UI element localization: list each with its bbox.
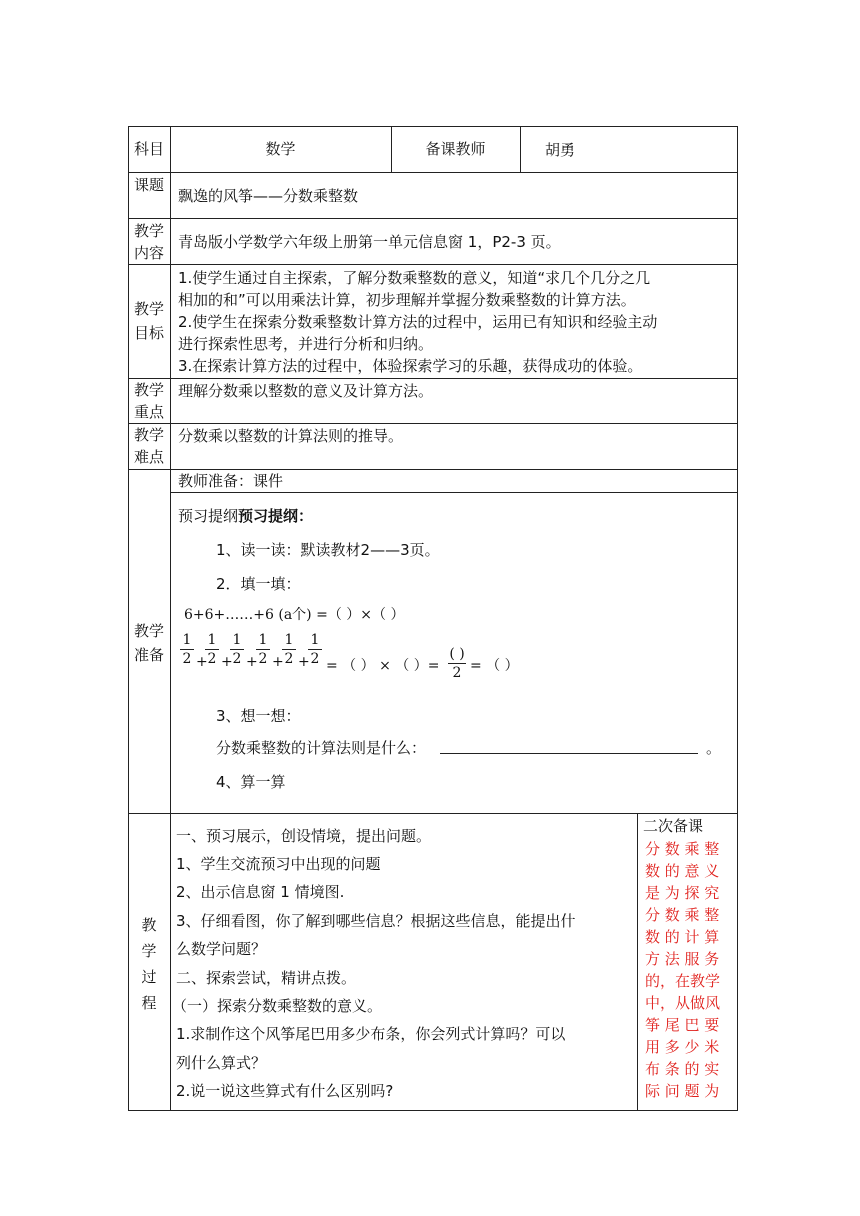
second-prep-title: 二次备课 xyxy=(643,817,704,835)
goal-line: 1.使学生通过自主探索，了解分数乘整数的意义，知道“求几个几分之几 xyxy=(178,269,651,287)
equation-2-middle: = （ ） × （ ）= xyxy=(326,658,440,674)
process-line: 么数学问题？ xyxy=(176,940,267,958)
outline-item-3-end: 。 xyxy=(706,739,722,757)
row-line xyxy=(128,172,738,173)
difficulty-label-1: 教学 xyxy=(133,426,164,444)
goals-label-2: 目标 xyxy=(133,324,164,342)
fraction-half: 1 2 xyxy=(205,632,219,667)
result-fraction: ( ) 2 xyxy=(449,646,465,681)
prep-label-1: 教学 xyxy=(133,622,164,640)
content-label-2: 内容 xyxy=(133,244,164,262)
teacher-label: 备课教师 xyxy=(425,140,486,158)
prep-label-2: 准备 xyxy=(133,646,164,664)
outline-item-3-question: 分数乘整数的计算法则是什么： xyxy=(216,739,427,757)
difficulty-value: 分数乘以整数的计算法则的推导。 xyxy=(178,427,404,445)
topic-value: 飘逸的风筝——分数乘整数 xyxy=(178,187,359,205)
side-column-divider xyxy=(637,813,638,1111)
prep-inner-line xyxy=(170,492,738,493)
equation-2-end: = （ ） xyxy=(470,658,519,674)
process-line: 3、仔细看图，你了解到哪些信息？根据这些信息，能提出什 xyxy=(176,912,576,930)
outline-item-1: 1、读一读：默读教材2——3页。 xyxy=(216,541,440,559)
fraction-half: 1 2 xyxy=(308,632,322,667)
plus-sign: + xyxy=(298,654,310,670)
label-column-divider xyxy=(170,126,171,1111)
subject-label: 科目 xyxy=(133,140,164,158)
header-divider-2 xyxy=(520,126,521,172)
key-value: 理解分数乘以整数的意义及计算方法。 xyxy=(178,382,434,400)
outline-item-3: 3、想一想： xyxy=(216,707,301,725)
plus-sign: + xyxy=(221,654,233,670)
lesson-plan-page: 科目 数学 备课教师 胡勇 课题 飘逸的风筝——分数乘整数 教学 内容 青岛版小学数学六年级上册第一单元信息窗 1，P2-3 页。 教学 目标 1.使学生通过自主探索，了解分数乘整数的意义，知道“求几个几分之几 相加的和”可以用乘法计算，初步理解并掌握分数乘整数的计算方法。 2.使学生在探索分数乘整数计算方法的过程中，运用已有知识和经验主动 进行探索性思考，并进行分析和归纳。 3.在探索计算方法的过程中，体验探索学习的乐趣，获得成功的体验。 教学 重点 理解分数乘以整数的意义及计算方法。 教学 难点 分数乘以整数的计算法则的推导。 教学 准备 教师准备：课件 预习提纲预习提纲： 1、读一读：默读教材2——3页。 2．填一填： 6+6+……+6 (a个) =（ ）×（ ） 1 2 + 1 2 + 1 2 + 1 2 + 1 2 + 1 2 = （ ） × （ ）= ( ) 2 = （ ） 3、想一想： 分数乘整数的计算法则是什么： 。 4、算一算 教 学 过 程 一、预习展示，创设情境，提出问题。 1、学生交流预习中出现的问题 2、出示信息窗 1 情境图. 3、仔细看图，你了解到哪些信息？根据这些信息，能提出什 么数学问题？ 二、探索尝试，精讲点拨。 （一）探索分数乘整数的意义。 1.求制作这个风筝尾巴用多少布条，你会列式计算吗？可以 列什么算式？ 2.说一说这些算式有什么区别吗? 二次备课 分 数 乘 整 数 的 意 义 是 为 探 究 分 数 乘 整 数 的 计 算 方 法 服 务 的，在教学 中，从做风 筝 尾 巴 要 用 多 少 米 布 条 的 实 际 问 题 为 xyxy=(0,0,860,1216)
process-line: 二、探索尝试，精讲点拨。 xyxy=(176,969,357,987)
plus-sign: + xyxy=(272,654,284,670)
outline-title-bold: 预习提纲： xyxy=(238,507,314,525)
teacher-value: 胡勇 xyxy=(545,141,576,159)
outline-item-2: 2．填一填： xyxy=(216,575,301,593)
answer-blank-line xyxy=(440,753,698,754)
difficulty-label-2: 难点 xyxy=(133,448,164,466)
key-label-1: 教学 xyxy=(133,381,164,399)
process-line: 2.说一说这些算式有什么区别吗? xyxy=(176,1082,394,1100)
process-line: （一）探索分数乘整数的意义。 xyxy=(172,997,383,1015)
topic-label: 课题 xyxy=(133,176,164,194)
teacher-prep: 教师准备：课件 xyxy=(178,472,284,490)
content-value: 青岛版小学数学六年级上册第一单元信息窗 1，P2-3 页。 xyxy=(178,233,561,251)
outline-item-4: 4、算一算 xyxy=(216,773,286,791)
row-line xyxy=(128,378,738,379)
row-line xyxy=(128,813,738,814)
process-line: 1.求制作这个风筝尾巴用多少布条，你会列式计算吗？可以 xyxy=(176,1025,566,1043)
fraction-half: 1 2 xyxy=(256,632,270,667)
content-label-1: 教学 xyxy=(133,222,164,240)
process-line: 一、预习展示，创设情境，提出问题。 xyxy=(176,827,432,845)
process-line: 2、出示信息窗 1 情境图. xyxy=(176,883,345,901)
outline-title: 预习提纲 xyxy=(178,507,239,525)
goal-line: 3.在探索计算方法的过程中，体验探索学习的乐趣，获得成功的体验。 xyxy=(178,357,643,375)
equation-1: 6+6+……+6 (a个) =（ ）×（ ） xyxy=(184,607,405,623)
plus-sign: + xyxy=(246,654,258,670)
plus-sign: + xyxy=(196,654,208,670)
fraction-half: 1 2 xyxy=(282,632,296,667)
row-line xyxy=(128,264,738,265)
fraction-half: 1 2 xyxy=(230,632,244,667)
goal-line: 2.使学生在探索分数乘整数计算方法的过程中，运用已有知识和经验主动 xyxy=(178,313,658,331)
fraction-half: 1 2 xyxy=(180,632,194,667)
process-line: 列什么算式？ xyxy=(176,1054,267,1072)
goals-label-1: 教学 xyxy=(133,300,164,318)
subject-value: 数学 xyxy=(265,140,296,158)
row-line xyxy=(128,218,738,219)
process-line: 1、学生交流预习中出现的问题 xyxy=(176,855,381,873)
row-line xyxy=(128,423,738,424)
goal-line: 进行探索性思考，并进行分析和归纳。 xyxy=(178,335,434,353)
goal-line: 相加的和”可以用乘法计算，初步理解并掌握分数乘整数的计算方法。 xyxy=(178,291,636,309)
key-label-2: 重点 xyxy=(133,403,164,421)
outline-heading xyxy=(178,506,313,526)
row-line xyxy=(128,469,738,470)
